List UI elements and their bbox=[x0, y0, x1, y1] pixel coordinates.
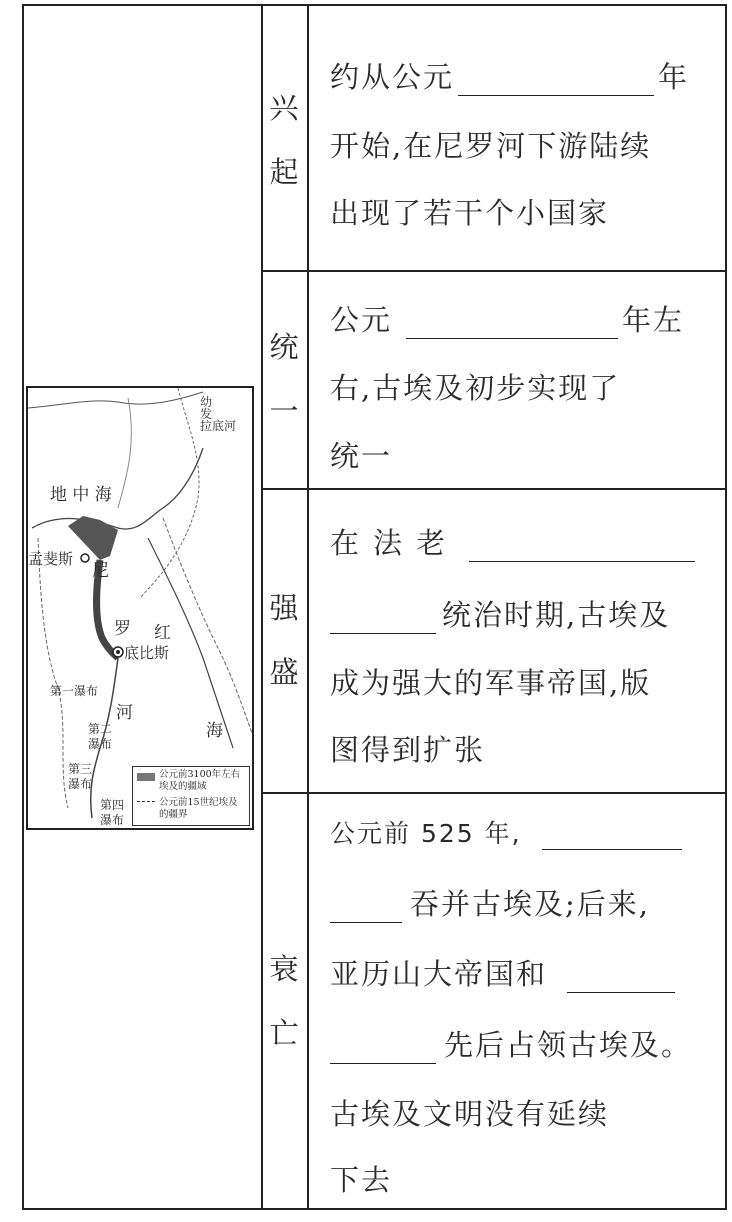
fill-in-blank[interactable] bbox=[542, 823, 682, 850]
map-legend bbox=[132, 766, 250, 826]
text-segment: 出现了若干个小国家 bbox=[330, 196, 610, 230]
fill-in-blank[interactable] bbox=[406, 312, 618, 339]
row-label-rise: 兴 起 bbox=[269, 91, 299, 189]
nile-label-1: 尼 bbox=[92, 561, 109, 581]
text-line bbox=[330, 882, 650, 923]
text-line bbox=[330, 1092, 609, 1133]
row-label-unification: 统 一 bbox=[269, 330, 299, 428]
text-line bbox=[330, 814, 686, 850]
text-line bbox=[330, 298, 684, 339]
ancient-egypt-map bbox=[26, 386, 254, 830]
text-line bbox=[330, 366, 620, 407]
nile-label-2: 罗 bbox=[114, 619, 131, 639]
row-divider bbox=[263, 792, 725, 794]
text-segment: 统治时期,古埃及 bbox=[442, 598, 671, 632]
text-segment: 亚历山大帝国和 bbox=[330, 957, 548, 991]
text-line bbox=[330, 124, 651, 165]
thebes-label: 底比斯 bbox=[124, 644, 170, 662]
first-cataract-label: 第一瀑布 bbox=[50, 684, 99, 698]
fill-in-blank[interactable] bbox=[330, 1037, 436, 1064]
legend-text-territory: 公元前3100年左右埃及的疆域 bbox=[159, 769, 241, 792]
legend-line-border bbox=[137, 801, 155, 802]
text-segment: 年左 bbox=[622, 303, 685, 337]
text-segment: 古埃及文明没有延续 bbox=[330, 1097, 610, 1131]
text-segment: 约从公元 bbox=[330, 60, 455, 94]
fourth-cataract-label: 第四 瀑布 bbox=[100, 798, 125, 827]
fill-in-blank[interactable] bbox=[330, 896, 402, 923]
text-segment: 图得到扩张 bbox=[330, 733, 486, 767]
text-segment: 公元前 525 年, bbox=[330, 819, 522, 848]
text-segment: 统一 bbox=[330, 439, 393, 473]
euphrates-label: 幼 发 拉底河 bbox=[200, 395, 237, 433]
text-segment: 下去 bbox=[330, 1163, 393, 1197]
legend-text-border: 公元前15世纪埃及的疆界 bbox=[159, 797, 238, 820]
text-line bbox=[330, 521, 699, 562]
text-segment: 开始,在尼罗河下游陆续 bbox=[330, 129, 652, 163]
third-cataract-label: 第三 瀑布 bbox=[68, 762, 93, 791]
text-line bbox=[330, 728, 485, 769]
mediterranean-sea-label: 地 中 海 bbox=[50, 485, 112, 505]
row-label-decline: 衰 亡 bbox=[269, 952, 299, 1050]
text-segment: 右,古埃及初步实现了 bbox=[330, 371, 621, 405]
text-line bbox=[330, 191, 609, 232]
text-segment: 先后占领古埃及。 bbox=[444, 1028, 693, 1062]
memphis-label: 孟斐斯 bbox=[28, 550, 74, 568]
fill-in-blank[interactable] bbox=[458, 69, 654, 96]
nile-label-3: 河 bbox=[116, 703, 133, 723]
fill-in-blank[interactable] bbox=[330, 607, 436, 634]
fill-in-blank[interactable] bbox=[567, 966, 675, 993]
text-segment: 吞并古埃及;后来, bbox=[410, 887, 650, 921]
legend-swatch-territory bbox=[137, 773, 155, 781]
text-segment: 成为强大的军事帝国,版 bbox=[330, 666, 652, 700]
column-divider-right bbox=[307, 6, 309, 1208]
text-line bbox=[330, 661, 651, 702]
row-divider bbox=[263, 488, 725, 490]
second-cataract-label: 第二 瀑布 bbox=[88, 722, 113, 751]
text-line bbox=[330, 55, 689, 96]
red-sea-label-2: 海 bbox=[206, 721, 223, 741]
fill-in-blank[interactable] bbox=[469, 535, 695, 562]
text-segment: 年 bbox=[658, 60, 690, 94]
text-segment: 在法老 bbox=[330, 526, 460, 560]
map-drawing bbox=[28, 388, 252, 828]
red-sea-label-1: 红 bbox=[154, 623, 171, 643]
row-label-prosperity: 强 盛 bbox=[269, 591, 299, 689]
text-line bbox=[330, 1023, 692, 1064]
text-line bbox=[330, 434, 392, 475]
text-line bbox=[330, 593, 670, 634]
text-line bbox=[330, 952, 679, 993]
text-line bbox=[330, 1158, 392, 1199]
text-segment: 公元 bbox=[330, 303, 393, 337]
row-divider bbox=[263, 270, 725, 272]
